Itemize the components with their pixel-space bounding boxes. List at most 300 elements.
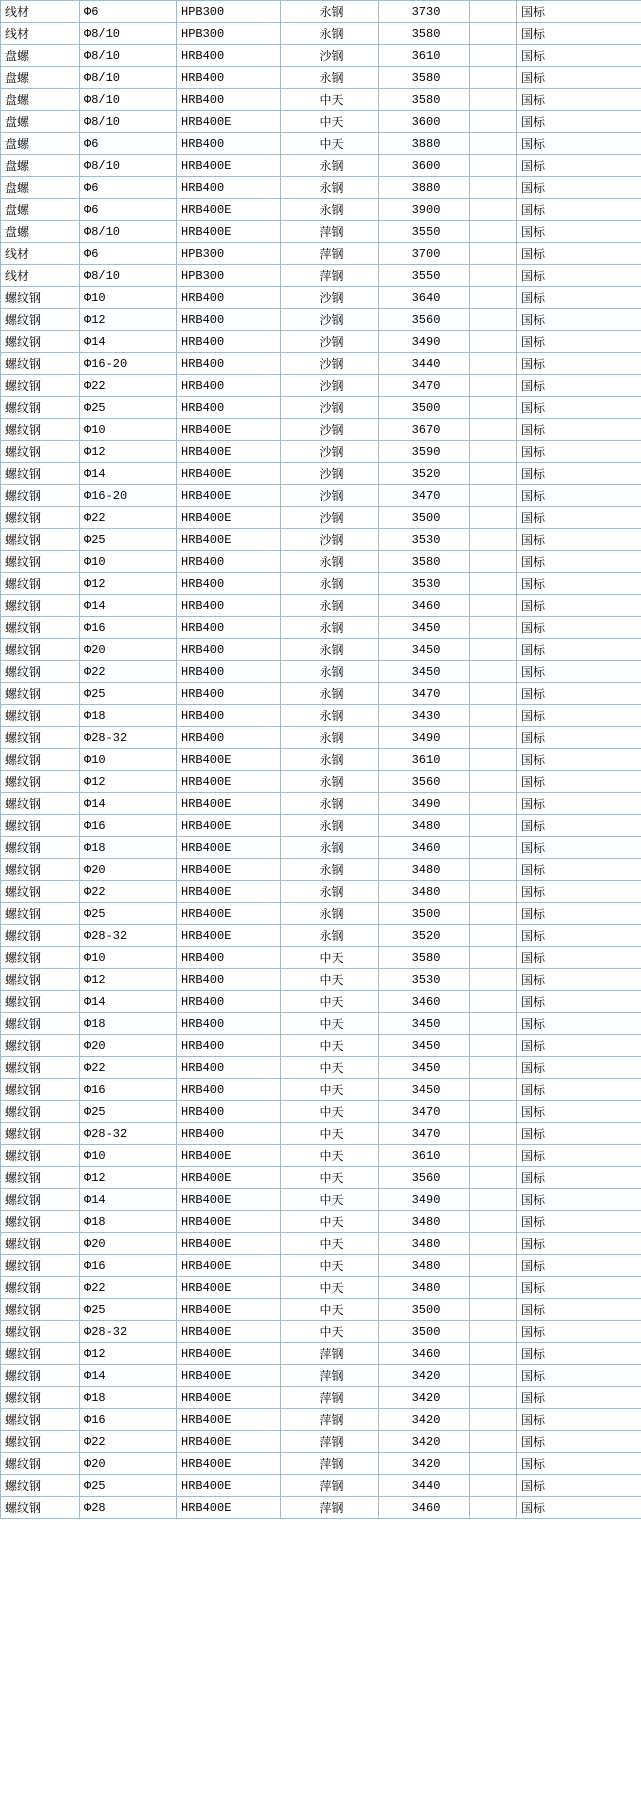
- price-cell: 3480: [379, 1277, 470, 1299]
- standard-cell: 国标: [517, 1079, 641, 1101]
- mill-cell: 萍钢: [281, 265, 379, 287]
- mill-cell: 萍钢: [281, 221, 379, 243]
- blank-cell: [470, 375, 517, 397]
- product-name-cell: 螺纹钢: [1, 771, 80, 793]
- spec-cell: Φ16: [80, 1409, 177, 1431]
- blank-cell: [470, 1409, 517, 1431]
- product-name-cell: 螺纹钢: [1, 727, 80, 749]
- grade-cell: HRB400E: [177, 1233, 281, 1255]
- standard-cell: 国标: [517, 1387, 641, 1409]
- blank-cell: [470, 859, 517, 881]
- spec-cell: Φ12: [80, 573, 177, 595]
- product-name-cell: 螺纹钢: [1, 397, 80, 419]
- spec-cell: Φ18: [80, 1211, 177, 1233]
- blank-cell: [470, 1079, 517, 1101]
- spec-cell: Φ6: [80, 243, 177, 265]
- mill-cell: 永钢: [281, 683, 379, 705]
- standard-cell: 国标: [517, 89, 641, 111]
- spec-cell: Φ14: [80, 595, 177, 617]
- spec-cell: Φ12: [80, 1167, 177, 1189]
- product-name-cell: 螺纹钢: [1, 1431, 80, 1453]
- spec-cell: Φ22: [80, 375, 177, 397]
- spec-cell: Φ25: [80, 1299, 177, 1321]
- product-name-cell: 盘螺: [1, 45, 80, 67]
- spec-cell: Φ18: [80, 837, 177, 859]
- price-cell: 3640: [379, 287, 470, 309]
- blank-cell: [470, 485, 517, 507]
- standard-cell: 国标: [517, 1453, 641, 1475]
- price-cell: 3610: [379, 1145, 470, 1167]
- mill-cell: 中天: [281, 1255, 379, 1277]
- blank-cell: [470, 1233, 517, 1255]
- product-name-cell: 螺纹钢: [1, 749, 80, 771]
- product-name-cell: 螺纹钢: [1, 1233, 80, 1255]
- blank-cell: [470, 881, 517, 903]
- price-cell: 3500: [379, 903, 470, 925]
- standard-cell: 国标: [517, 309, 641, 331]
- product-name-cell: 盘螺: [1, 199, 80, 221]
- price-cell: 3580: [379, 947, 470, 969]
- product-name-cell: 螺纹钢: [1, 573, 80, 595]
- grade-cell: HRB400: [177, 89, 281, 111]
- spec-cell: Φ28-32: [80, 727, 177, 749]
- product-name-cell: 螺纹钢: [1, 419, 80, 441]
- standard-cell: 国标: [517, 925, 641, 947]
- standard-cell: 国标: [517, 23, 641, 45]
- standard-cell: 国标: [517, 1, 641, 23]
- product-name-cell: 螺纹钢: [1, 287, 80, 309]
- spec-cell: Φ16: [80, 815, 177, 837]
- price-cell: 3610: [379, 749, 470, 771]
- standard-cell: 国标: [517, 1475, 641, 1497]
- blank-cell: [470, 573, 517, 595]
- standard-cell: 国标: [517, 529, 641, 551]
- product-name-cell: 盘螺: [1, 221, 80, 243]
- price-cell: 3460: [379, 991, 470, 1013]
- table-row: [1, 1299, 641, 1321]
- standard-cell: 国标: [517, 133, 641, 155]
- spec-cell: Φ12: [80, 969, 177, 991]
- table-row: [1, 1145, 641, 1167]
- price-cell: 3610: [379, 45, 470, 67]
- table-row: [1, 947, 641, 969]
- spec-cell: Φ28-32: [80, 1321, 177, 1343]
- price-cell: 3420: [379, 1453, 470, 1475]
- product-name-cell: 螺纹钢: [1, 1497, 80, 1519]
- price-cell: 3440: [379, 1475, 470, 1497]
- mill-cell: 萍钢: [281, 1453, 379, 1475]
- mill-cell: 沙钢: [281, 463, 379, 485]
- product-name-cell: 螺纹钢: [1, 1321, 80, 1343]
- product-name-cell: 螺纹钢: [1, 1035, 80, 1057]
- standard-cell: 国标: [517, 1211, 641, 1233]
- table-row: [1, 815, 641, 837]
- table-row: [1, 1343, 641, 1365]
- product-name-cell: 线材: [1, 265, 80, 287]
- spec-cell: Φ10: [80, 1145, 177, 1167]
- table-row: [1, 1365, 641, 1387]
- product-name-cell: 螺纹钢: [1, 1211, 80, 1233]
- table-row: [1, 727, 641, 749]
- table-row: [1, 617, 641, 639]
- mill-cell: 永钢: [281, 573, 379, 595]
- spec-cell: Φ16-20: [80, 353, 177, 375]
- standard-cell: 国标: [517, 397, 641, 419]
- spec-cell: Φ8/10: [80, 23, 177, 45]
- product-name-cell: 螺纹钢: [1, 639, 80, 661]
- table-row: [1, 595, 641, 617]
- price-cell: 3420: [379, 1409, 470, 1431]
- standard-cell: 国标: [517, 705, 641, 727]
- price-cell: 3450: [379, 661, 470, 683]
- table-row: [1, 1255, 641, 1277]
- table-row: [1, 573, 641, 595]
- spec-cell: Φ22: [80, 1277, 177, 1299]
- mill-cell: 永钢: [281, 1, 379, 23]
- price-cell: 3460: [379, 837, 470, 859]
- standard-cell: 国标: [517, 287, 641, 309]
- spec-cell: Φ12: [80, 1343, 177, 1365]
- standard-cell: 国标: [517, 793, 641, 815]
- product-name-cell: 螺纹钢: [1, 617, 80, 639]
- table-row: [1, 1233, 641, 1255]
- price-cell: 3530: [379, 969, 470, 991]
- price-cell: 3700: [379, 243, 470, 265]
- mill-cell: 中天: [281, 1211, 379, 1233]
- spec-cell: Φ8/10: [80, 221, 177, 243]
- table-row: [1, 375, 641, 397]
- grade-cell: HRB400: [177, 947, 281, 969]
- blank-cell: [470, 815, 517, 837]
- table-row: [1, 243, 641, 265]
- price-cell: 3480: [379, 1233, 470, 1255]
- blank-cell: [470, 331, 517, 353]
- price-cell: 3460: [379, 1343, 470, 1365]
- grade-cell: HRB400E: [177, 1365, 281, 1387]
- table-row: [1, 23, 641, 45]
- product-name-cell: 螺纹钢: [1, 1475, 80, 1497]
- spec-cell: Φ22: [80, 1057, 177, 1079]
- standard-cell: 国标: [517, 1277, 641, 1299]
- spec-cell: Φ28-32: [80, 1123, 177, 1145]
- spec-cell: Φ8/10: [80, 111, 177, 133]
- product-name-cell: 盘螺: [1, 177, 80, 199]
- blank-cell: [470, 705, 517, 727]
- mill-cell: 永钢: [281, 199, 379, 221]
- mill-cell: 沙钢: [281, 397, 379, 419]
- blank-cell: [470, 683, 517, 705]
- mill-cell: 永钢: [281, 155, 379, 177]
- product-name-cell: 螺纹钢: [1, 1167, 80, 1189]
- standard-cell: 国标: [517, 1255, 641, 1277]
- spec-cell: Φ6: [80, 133, 177, 155]
- grade-cell: HRB400E: [177, 1211, 281, 1233]
- mill-cell: 沙钢: [281, 485, 379, 507]
- product-name-cell: 螺纹钢: [1, 881, 80, 903]
- spec-cell: Φ22: [80, 661, 177, 683]
- standard-cell: 国标: [517, 1101, 641, 1123]
- table-row: [1, 463, 641, 485]
- mill-cell: 中天: [281, 1123, 379, 1145]
- grade-cell: HRB400E: [177, 529, 281, 551]
- product-name-cell: 螺纹钢: [1, 815, 80, 837]
- price-cell: 3480: [379, 881, 470, 903]
- mill-cell: 中天: [281, 1057, 379, 1079]
- standard-cell: 国标: [517, 947, 641, 969]
- table-row: [1, 89, 641, 111]
- blank-cell: [470, 1189, 517, 1211]
- blank-cell: [470, 155, 517, 177]
- mill-cell: 中天: [281, 1101, 379, 1123]
- spec-cell: Φ14: [80, 793, 177, 815]
- grade-cell: HRB400E: [177, 815, 281, 837]
- spec-cell: Φ10: [80, 947, 177, 969]
- blank-cell: [470, 1431, 517, 1453]
- blank-cell: [470, 1145, 517, 1167]
- product-name-cell: 螺纹钢: [1, 991, 80, 1013]
- mill-cell: 永钢: [281, 705, 379, 727]
- price-cell: 3470: [379, 683, 470, 705]
- table-row: [1, 155, 641, 177]
- price-cell: 3580: [379, 23, 470, 45]
- standard-cell: 国标: [517, 265, 641, 287]
- price-cell: 3440: [379, 353, 470, 375]
- mill-cell: 萍钢: [281, 1343, 379, 1365]
- product-name-cell: 螺纹钢: [1, 1387, 80, 1409]
- table-row: [1, 1453, 641, 1475]
- spec-cell: Φ18: [80, 705, 177, 727]
- spec-cell: Φ16: [80, 1079, 177, 1101]
- grade-cell: HRB400E: [177, 903, 281, 925]
- standard-cell: 国标: [517, 683, 641, 705]
- blank-cell: [470, 353, 517, 375]
- blank-cell: [470, 1, 517, 23]
- product-name-cell: 螺纹钢: [1, 925, 80, 947]
- spec-cell: Φ10: [80, 419, 177, 441]
- table-row: [1, 529, 641, 551]
- table-row: [1, 111, 641, 133]
- price-cell: 3880: [379, 177, 470, 199]
- price-cell: 3500: [379, 397, 470, 419]
- product-name-cell: 螺纹钢: [1, 859, 80, 881]
- mill-cell: 中天: [281, 133, 379, 155]
- mill-cell: 永钢: [281, 661, 379, 683]
- blank-cell: [470, 199, 517, 221]
- product-name-cell: 螺纹钢: [1, 551, 80, 573]
- blank-cell: [470, 1167, 517, 1189]
- grade-cell: HRB400: [177, 331, 281, 353]
- blank-cell: [470, 903, 517, 925]
- table-row: [1, 969, 641, 991]
- table-row: [1, 1211, 641, 1233]
- mill-cell: 萍钢: [281, 1475, 379, 1497]
- product-name-cell: 螺纹钢: [1, 969, 80, 991]
- blank-cell: [470, 243, 517, 265]
- blank-cell: [470, 441, 517, 463]
- product-name-cell: 盘螺: [1, 89, 80, 111]
- spec-cell: Φ14: [80, 1189, 177, 1211]
- mill-cell: 萍钢: [281, 1431, 379, 1453]
- standard-cell: 国标: [517, 177, 641, 199]
- blank-cell: [470, 419, 517, 441]
- standard-cell: 国标: [517, 485, 641, 507]
- table-row: [1, 1035, 641, 1057]
- table-row: [1, 1189, 641, 1211]
- product-name-cell: 螺纹钢: [1, 1453, 80, 1475]
- standard-cell: 国标: [517, 727, 641, 749]
- table-row: [1, 639, 641, 661]
- price-cell: 3900: [379, 199, 470, 221]
- spec-cell: Φ22: [80, 507, 177, 529]
- price-cell: 3460: [379, 1497, 470, 1519]
- product-name-cell: 螺纹钢: [1, 1255, 80, 1277]
- spec-cell: Φ18: [80, 1013, 177, 1035]
- price-cell: 3460: [379, 595, 470, 617]
- product-name-cell: 盘螺: [1, 155, 80, 177]
- standard-cell: 国标: [517, 903, 641, 925]
- product-name-cell: 线材: [1, 23, 80, 45]
- mill-cell: 永钢: [281, 67, 379, 89]
- price-cell: 3500: [379, 507, 470, 529]
- grade-cell: HRB400: [177, 177, 281, 199]
- standard-cell: 国标: [517, 1145, 641, 1167]
- standard-cell: 国标: [517, 1321, 641, 1343]
- grade-cell: HRB400: [177, 595, 281, 617]
- table-row: [1, 903, 641, 925]
- blank-cell: [470, 727, 517, 749]
- blank-cell: [470, 111, 517, 133]
- spec-cell: Φ18: [80, 1387, 177, 1409]
- table-row: [1, 331, 641, 353]
- product-name-cell: 螺纹钢: [1, 1101, 80, 1123]
- spec-cell: Φ28-32: [80, 925, 177, 947]
- grade-cell: HRB400: [177, 705, 281, 727]
- product-name-cell: 螺纹钢: [1, 463, 80, 485]
- spec-cell: Φ28: [80, 1497, 177, 1519]
- grade-cell: HPB300: [177, 23, 281, 45]
- mill-cell: 永钢: [281, 903, 379, 925]
- mill-cell: 中天: [281, 1013, 379, 1035]
- standard-cell: 国标: [517, 859, 641, 881]
- standard-cell: 国标: [517, 991, 641, 1013]
- mill-cell: 永钢: [281, 793, 379, 815]
- grade-cell: HRB400E: [177, 881, 281, 903]
- table-row: [1, 793, 641, 815]
- price-cell: 3470: [379, 485, 470, 507]
- table-row: [1, 991, 641, 1013]
- spec-cell: Φ25: [80, 1101, 177, 1123]
- price-cell: 3880: [379, 133, 470, 155]
- product-name-cell: 螺纹钢: [1, 1299, 80, 1321]
- grade-cell: HRB400: [177, 375, 281, 397]
- blank-cell: [470, 309, 517, 331]
- spec-cell: Φ12: [80, 309, 177, 331]
- blank-cell: [470, 507, 517, 529]
- spec-cell: Φ10: [80, 551, 177, 573]
- blank-cell: [470, 1387, 517, 1409]
- grade-cell: HRB400E: [177, 1453, 281, 1475]
- blank-cell: [470, 1299, 517, 1321]
- price-cell: 3500: [379, 1321, 470, 1343]
- table-row: [1, 1101, 641, 1123]
- spec-cell: Φ14: [80, 991, 177, 1013]
- mill-cell: 沙钢: [281, 529, 379, 551]
- grade-cell: HRB400E: [177, 749, 281, 771]
- standard-cell: 国标: [517, 1233, 641, 1255]
- mill-cell: 沙钢: [281, 353, 379, 375]
- table-row: [1, 1409, 641, 1431]
- blank-cell: [470, 1277, 517, 1299]
- mill-cell: 萍钢: [281, 1497, 379, 1519]
- mill-cell: 中天: [281, 991, 379, 1013]
- mill-cell: 中天: [281, 1233, 379, 1255]
- price-cell: 3730: [379, 1, 470, 23]
- mill-cell: 中天: [281, 1321, 379, 1343]
- standard-cell: 国标: [517, 1167, 641, 1189]
- mill-cell: 中天: [281, 969, 379, 991]
- spec-cell: Φ10: [80, 749, 177, 771]
- product-name-cell: 盘螺: [1, 111, 80, 133]
- table-row: [1, 507, 641, 529]
- product-name-cell: 线材: [1, 243, 80, 265]
- blank-cell: [470, 287, 517, 309]
- blank-cell: [470, 617, 517, 639]
- table-row: [1, 683, 641, 705]
- standard-cell: 国标: [517, 199, 641, 221]
- price-cell: 3550: [379, 221, 470, 243]
- spec-cell: Φ16: [80, 617, 177, 639]
- mill-cell: 沙钢: [281, 375, 379, 397]
- table-row: [1, 837, 641, 859]
- grade-cell: HRB400E: [177, 507, 281, 529]
- spec-cell: Φ20: [80, 1233, 177, 1255]
- product-name-cell: 盘螺: [1, 133, 80, 155]
- table-row: [1, 925, 641, 947]
- product-name-cell: 螺纹钢: [1, 1365, 80, 1387]
- table-row: [1, 419, 641, 441]
- blank-cell: [470, 1101, 517, 1123]
- blank-cell: [470, 529, 517, 551]
- price-cell: 3580: [379, 67, 470, 89]
- table-row: [1, 67, 641, 89]
- price-cell: 3560: [379, 309, 470, 331]
- product-name-cell: 螺纹钢: [1, 595, 80, 617]
- standard-cell: 国标: [517, 1431, 641, 1453]
- spec-cell: Φ16-20: [80, 485, 177, 507]
- standard-cell: 国标: [517, 507, 641, 529]
- spec-cell: Φ25: [80, 1475, 177, 1497]
- spec-cell: Φ8/10: [80, 45, 177, 67]
- grade-cell: HRB400E: [177, 859, 281, 881]
- price-cell: 3580: [379, 89, 470, 111]
- blank-cell: [470, 1475, 517, 1497]
- price-cell: 3520: [379, 463, 470, 485]
- standard-cell: 国标: [517, 661, 641, 683]
- grade-cell: HRB400E: [177, 1431, 281, 1453]
- product-name-cell: 螺纹钢: [1, 1057, 80, 1079]
- table-row: [1, 397, 641, 419]
- standard-cell: 国标: [517, 595, 641, 617]
- grade-cell: HRB400E: [177, 1475, 281, 1497]
- blank-cell: [470, 793, 517, 815]
- table-row: [1, 485, 641, 507]
- product-name-cell: 螺纹钢: [1, 485, 80, 507]
- price-cell: 3560: [379, 1167, 470, 1189]
- mill-cell: 中天: [281, 1035, 379, 1057]
- product-name-cell: 螺纹钢: [1, 1079, 80, 1101]
- product-name-cell: 螺纹钢: [1, 1343, 80, 1365]
- grade-cell: HRB400: [177, 617, 281, 639]
